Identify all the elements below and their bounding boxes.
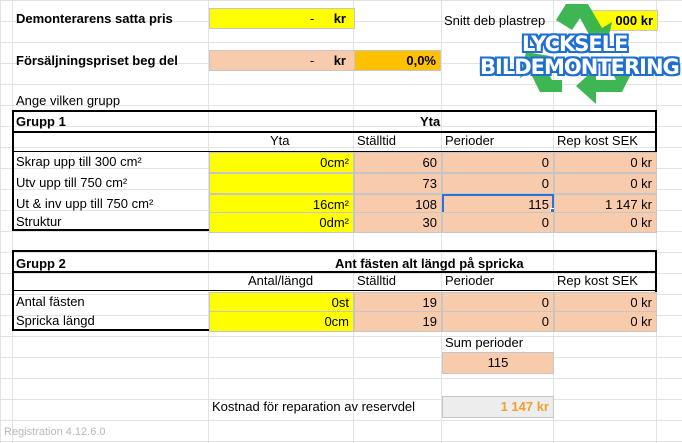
logo-line1: LYCKSELE	[522, 32, 628, 56]
g2-row-val[interactable]: 0cm	[209, 311, 354, 332]
g1-row-yta[interactable]: 0cm²	[209, 152, 354, 173]
group2-title: Grupp 2	[16, 256, 66, 271]
dealer-price-label: Demonterarens satta pris	[16, 11, 173, 26]
sale-price-percent[interactable]: 0,0%	[354, 50, 441, 71]
g2-row-perioder[interactable]: 0	[442, 311, 554, 332]
sale-price-value: -	[310, 53, 315, 68]
g1-header-perioder: Perioder	[445, 133, 495, 148]
g1-row-yta[interactable]: 0dm²	[209, 212, 354, 233]
g1-row-stalltid[interactable]: 108	[354, 194, 442, 215]
group2-section: Ant fästen alt längd på spricka	[335, 256, 524, 271]
g1-row-label: Skrap upp till 300 cm²	[16, 154, 142, 169]
watermark: Registration 4.12.6.0	[4, 426, 106, 438]
g2-header-kost: Rep kost SEK	[557, 273, 638, 288]
sale-price-label: Försäljningspriset beg del	[16, 53, 178, 68]
group1-title: Grupp 1	[16, 114, 66, 129]
snitt-value[interactable]: 000 kr	[590, 10, 658, 31]
sum-value[interactable]: 115	[442, 352, 554, 374]
g1-row-perioder[interactable]: 0	[442, 173, 554, 194]
g1-row-label: Struktur	[16, 214, 62, 229]
g2-row-label: Spricka längd	[16, 313, 95, 328]
logo-line2: BILDEMONTERING	[480, 55, 679, 79]
g1-row-stalltid[interactable]: 30	[354, 212, 442, 233]
g1-row-label: Ut & inv upp till 750 cm²	[16, 196, 154, 211]
group1-section: Yta	[420, 114, 441, 129]
g2-header-perioder: Perioder	[445, 273, 495, 288]
cost-label: Kostnad för reparation av reservdel	[212, 399, 416, 414]
g1-row-kost[interactable]: 0 kr	[554, 152, 657, 173]
g1-row-perioder-selected[interactable]: 115	[442, 194, 554, 215]
g1-header-kost: Rep kost SEK	[557, 133, 638, 148]
g1-row-kost[interactable]: 0 kr	[554, 212, 657, 233]
g1-row-perioder[interactable]: 0	[442, 212, 554, 233]
sale-price-unit: kr	[333, 53, 346, 68]
sale-price-cell[interactable]	[209, 50, 355, 71]
g1-row-stalltid[interactable]: 60	[354, 152, 442, 173]
company-logo	[470, 0, 682, 112]
g2-header-antal: Antal/längd	[248, 273, 314, 288]
g1-header-stalltid: Ställtid	[357, 133, 397, 148]
g1-row-yta[interactable]	[209, 173, 354, 194]
g1-row-kost[interactable]: 1 147 kr	[554, 194, 657, 215]
g1-row-stalltid[interactable]: 73	[354, 173, 442, 194]
g2-row-perioder[interactable]: 0	[442, 292, 554, 313]
g1-row-perioder[interactable]: 0	[442, 152, 554, 173]
choose-group-label: Ange vilken grupp	[16, 93, 121, 108]
dealer-price-unit: kr	[333, 11, 346, 26]
g1-header-yta: Yta	[270, 133, 290, 148]
g2-row-kost[interactable]: 0 kr	[554, 311, 657, 332]
sum-label: Sum perioder	[445, 335, 524, 350]
cost-value[interactable]: 1 147 kr	[442, 396, 554, 418]
g2-row-val[interactable]: 0st	[209, 292, 354, 313]
g2-row-kost[interactable]: 0 kr	[554, 292, 657, 313]
snitt-label: Snitt deb plastrep	[444, 13, 546, 28]
g2-row-stalltid[interactable]: 19	[354, 311, 442, 332]
dealer-price-cell[interactable]	[209, 8, 355, 29]
dealer-price-value: -	[310, 11, 315, 26]
g2-row-stalltid[interactable]: 19	[354, 292, 442, 313]
g1-row-label: Utv upp till 750 cm²	[16, 175, 128, 190]
g2-row-label: Antal fästen	[16, 294, 85, 309]
g2-header-stalltid: Ställtid	[357, 273, 397, 288]
g1-row-yta[interactable]: 16cm²	[209, 194, 354, 215]
g1-row-kost[interactable]: 0 kr	[554, 173, 657, 194]
